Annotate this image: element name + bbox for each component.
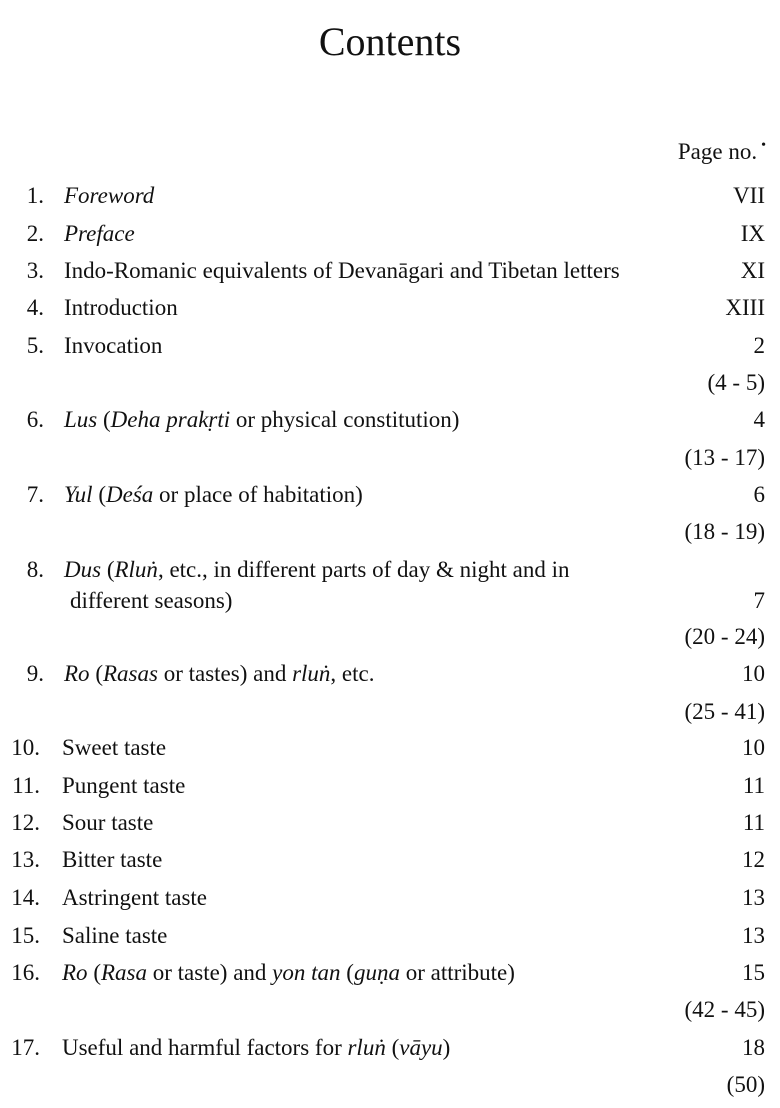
entry-number: 8.: [26, 557, 44, 582]
entry-number: 16.: [11, 960, 40, 985]
entry-title-part: guṇa: [353, 960, 400, 985]
entry-page: 18: [742, 1035, 765, 1060]
entry-title-part: Preface: [64, 221, 135, 246]
entry-number: 7.: [26, 482, 44, 507]
entry-page: XIII: [725, 295, 765, 320]
range-text: (25 - 41): [684, 699, 765, 724]
entry-title-part: (: [385, 1035, 400, 1060]
entry-title-part: (: [97, 407, 111, 432]
entry-title-part: yon tan: [272, 960, 341, 985]
entry-title-part: or taste) and: [146, 960, 273, 985]
entry-title-part: ): [442, 1035, 451, 1060]
entry-title: [64, 480, 363, 510]
entry-page: XI: [740, 258, 765, 283]
entry-title: [64, 659, 374, 689]
entry-number: 2.: [26, 221, 44, 246]
entry-number: 9.: [26, 661, 44, 686]
entry-title: [64, 293, 178, 323]
entry-title-part: Rluṅ: [114, 557, 158, 582]
entry-page: 13: [742, 885, 765, 910]
entry-page: 12: [742, 847, 765, 872]
entry-title-part: Invocation: [64, 333, 163, 358]
entry-page: 10: [742, 661, 765, 686]
entry-title-part: Bitter taste: [62, 847, 163, 872]
entry-title-line2: different seasons): [70, 588, 233, 613]
entry-title-part: Ro: [64, 661, 90, 686]
entry-title: [62, 733, 166, 763]
entry-page: 15: [742, 960, 765, 985]
entry-title-part: Sweet taste: [62, 735, 167, 760]
entry-title-part: rluṅ: [292, 661, 331, 686]
entry-title-part: rluṅ: [347, 1035, 386, 1060]
entry-title: [62, 883, 207, 913]
entry-page: 2: [753, 333, 765, 358]
entry-title-part: Rasas: [102, 661, 158, 686]
entry-title: [62, 808, 153, 838]
entry-title-part: Ro: [62, 960, 88, 985]
entry-page: IX: [740, 221, 765, 246]
entry-title: [62, 1033, 450, 1063]
entry-title-part: , etc.: [330, 661, 375, 686]
entry-title-part: Astringent taste: [62, 885, 207, 910]
entry-title-part: (: [340, 960, 354, 985]
entry-title-part: or attribute): [399, 960, 515, 985]
page-no-header: [678, 137, 766, 167]
entry-title-part: Pungent taste: [62, 773, 186, 798]
range-text: (42 - 45): [684, 997, 765, 1022]
entry-number: 12.: [11, 810, 40, 835]
entry-title-part: Deśa: [106, 482, 154, 507]
entry-title-part: (: [89, 661, 103, 686]
entry-title-part: Yul: [64, 482, 93, 507]
entry-title-part: or physical constitution): [230, 407, 460, 432]
entry-page: 6: [753, 482, 765, 507]
entry-title-part: (: [87, 960, 101, 985]
entry-title-part: Saline taste: [62, 923, 168, 948]
entry-title-part: , etc., in different parts of day & night and in: [157, 557, 570, 582]
entry-number: 1.: [26, 183, 44, 208]
entry-title-part: Deha prakṛti: [110, 407, 231, 432]
entry-title-part: or tastes) and: [157, 661, 293, 686]
page-title: Contents: [318, 19, 462, 64]
entry-title-part: Introduction: [64, 295, 178, 320]
entry-number: 13.: [11, 847, 40, 872]
entry-page: 7: [753, 588, 765, 613]
entry-page: 10: [742, 735, 765, 760]
entry-title: [64, 219, 135, 249]
entry-title: [64, 405, 459, 435]
entry-title: [62, 958, 515, 988]
entry-title: [62, 771, 185, 801]
entry-number: 4.: [26, 295, 44, 320]
range-text: (13 - 17): [684, 445, 765, 470]
entry-title-part: Dus: [64, 557, 102, 582]
entry-title: [64, 256, 620, 286]
entry-page: 11: [742, 773, 765, 798]
entry-title-part: vāyu: [399, 1035, 443, 1060]
entry-title-part: Useful and harmful factors for: [62, 1035, 348, 1060]
entry-title: [64, 331, 162, 361]
entry-page: VII: [733, 183, 765, 208]
page-no-mark: •: [761, 138, 766, 153]
page-no-label: Page no.: [677, 139, 758, 164]
entry-title-part: Lus: [64, 407, 98, 432]
entry-title-part: (: [101, 557, 115, 582]
entry-number: 10.: [11, 735, 40, 760]
range-text: (18 - 19): [684, 519, 765, 544]
entry-title: [64, 181, 154, 211]
entry-title-part: Indo-Romanic equivalents of Devanāgari and Tibetan letters: [64, 258, 620, 283]
entry-title: [62, 921, 167, 951]
entry-title-part: or place of habitation): [153, 482, 363, 507]
entry-page: 11: [742, 810, 765, 835]
entry-title-part: (: [92, 482, 106, 507]
entry-number: 14.: [11, 885, 40, 910]
entry-title-part: Foreword: [64, 183, 155, 208]
entry-number: 15.: [11, 923, 40, 948]
entry-title-part: Rasa: [100, 960, 147, 985]
entry-title-part: Sour taste: [62, 810, 154, 835]
entry-number: 3.: [26, 258, 44, 283]
entry-title: [64, 555, 570, 585]
entry-number: 17.: [11, 1035, 40, 1060]
entry-page: 4: [753, 407, 765, 432]
entry-number: 5.: [26, 333, 44, 358]
entry-number: 6.: [26, 407, 44, 432]
range-text: (50): [726, 1072, 765, 1097]
entry-number: 11.: [12, 773, 40, 798]
range-text: (20 - 24): [684, 624, 765, 649]
range-text: (4 - 5): [707, 370, 765, 395]
entry-title: [62, 845, 162, 875]
entry-page: 13: [742, 923, 765, 948]
